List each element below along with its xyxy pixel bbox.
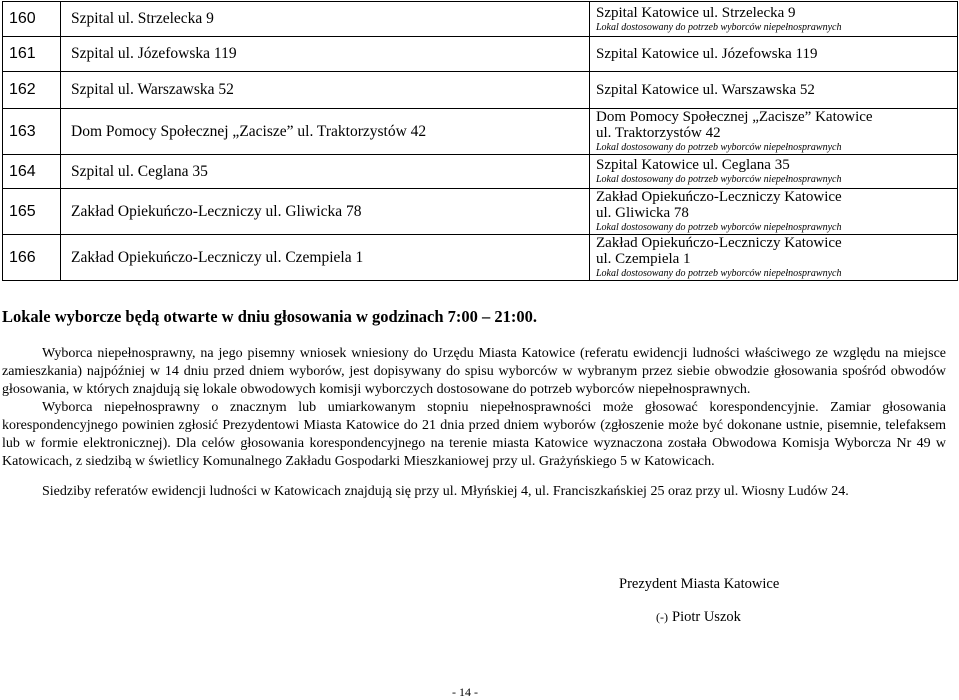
district-number: 164 [3, 155, 61, 189]
polling-place [590, 189, 958, 235]
polling-place [590, 109, 958, 155]
district-address: Szpital ul. Ceglana 35 [61, 155, 590, 189]
district-address: Zakład Opiekuńczo-Leczniczy ul. Gliwicka 78 [61, 189, 590, 235]
body-text [2, 345, 946, 501]
table-row [3, 37, 958, 72]
table-row [3, 235, 958, 281]
paragraph-disabled-voters: Wyborca niepełnosprawny, na jego pisemny wniosek wniesiony do Urzędu Miasta Katowice (referatu ewidencji ludności właściwego ze względu na miejsce zamieszkania) najpóźniej w 14 dniu przed dniem wyborów, jest dopisywany do spisu wyborców w wybranym przez siebie obwodzie głosowania spośród obwodów głosowania, w których znajdują się lokale obwodowych komisji wyborczych dostosowane do potrzeb wyborców niepełnosprawnych. [2, 346, 946, 397]
district-address: Szpital ul. Warszawska 52 [61, 72, 590, 109]
polling-place-line: Zakład Opiekuńczo-Leczniczy Katowice [596, 235, 842, 251]
table-row [3, 2, 958, 37]
district-number: 163 [3, 109, 61, 155]
district-number: 161 [3, 37, 61, 72]
signature-name [656, 609, 741, 626]
polling-place-line: Szpital Katowice ul. Ceglana 35 [596, 157, 790, 173]
district-number: 162 [3, 72, 61, 109]
paragraph-postal-voting: Wyborca niepełnosprawny o znacznym lub umiarkowanym stopniu niepełnosprawności może głosować korespondencyjnie. Zamiar głosowania korespondencyjnego powinien zgłosić Prezydentowi Miasta Katowice do 21 dnia przed dniem wyborów (zgłoszenie może być dokonane ustnie, pisemnie, telefaksem lub w formie elektronicznej). Dla celów głosowania korespondencyjnego na terenie miasta Katowice wyznaczona została Obwodowa Komisja Wyborcza Nr 49 w Katowicach, z siedzibą w świetlicy Komunalnego Zakładu Gospodarki Mieszkaniowej przy ul. Grażyńskiego 5 w Katowicach. [2, 400, 946, 469]
district-number: 166 [3, 235, 61, 281]
district-number: 160 [3, 2, 61, 37]
signature-person: Piotr Uszok [672, 609, 741, 625]
districts-table [2, 1, 958, 281]
district-number: 165 [3, 189, 61, 235]
polling-place-line: Zakład Opiekuńczo-Leczniczy Katowice [596, 189, 842, 205]
polling-place-line: ul. Czempiela 1 [596, 251, 691, 267]
district-address: Szpital ul. Józefowska 119 [61, 37, 590, 72]
district-address: Dom Pomocy Społecznej „Zacisze” ul. Traktorzystów 42 [61, 109, 590, 155]
polling-place [590, 155, 958, 189]
page-number: - 14 - [452, 685, 478, 699]
signature-title: Prezydent Miasta Katowice [619, 576, 780, 592]
polling-place [590, 2, 958, 37]
polling-place [590, 235, 958, 281]
polling-place-line: Szpital Katowice ul. Warszawska 52 [596, 82, 815, 98]
district-address: Szpital ul. Strzelecka 9 [61, 2, 590, 37]
accessibility-note: Lokal dostosowany do potrzeb wyborców niepełnosprawnych [596, 142, 842, 153]
table-row [3, 189, 958, 235]
polling-place [590, 37, 958, 72]
accessibility-note: Lokal dostosowany do potrzeb wyborców niepełnosprawnych [596, 174, 842, 185]
signature-prefix: (-) [656, 610, 668, 624]
table-row [3, 72, 958, 109]
polling-place-line: ul. Gliwicka 78 [596, 205, 689, 221]
polling-place-line: Dom Pomocy Społecznej „Zacisze” Katowice [596, 109, 873, 125]
polling-place [590, 72, 958, 109]
polling-place-line: Szpital Katowice ul. Józefowska 119 [596, 46, 818, 62]
district-address: Zakład Opiekuńczo-Leczniczy ul. Czempiela 1 [61, 235, 590, 281]
paragraph-registry-offices: Siedziby referatów ewidencji ludności w Katowicach znajdują się przy ul. Młyńskiej 4, ul. Franciszkańskiej 25 oraz przy ul. Wiosny Ludów 24. [42, 484, 849, 499]
accessibility-note: Lokal dostosowany do potrzeb wyborców niepełnosprawnych [596, 21, 842, 33]
table-row [3, 109, 958, 155]
polling-place-line: ul. Traktorzystów 42 [596, 125, 721, 141]
opening-hours-text: Lokale wyborcze będą otwarte w dniu głosowania w godzinach 7:00 – 21:00. [2, 307, 538, 326]
polling-place-line: Szpital Katowice ul. Strzelecka 9 [596, 4, 796, 21]
accessibility-note: Lokal dostosowany do potrzeb wyborców niepełnosprawnych [596, 268, 842, 279]
table-row [3, 155, 958, 189]
accessibility-note: Lokal dostosowany do potrzeb wyborców niepełnosprawnych [596, 222, 842, 233]
